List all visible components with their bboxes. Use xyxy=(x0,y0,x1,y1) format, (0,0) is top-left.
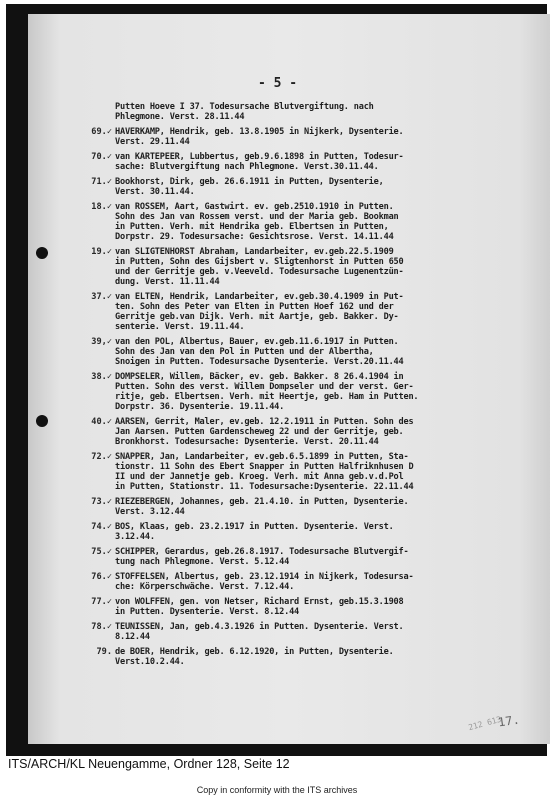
entry-number: 74.✓ xyxy=(91,522,112,532)
entry-text xyxy=(115,497,524,517)
entry-line: RIEZEBERGEN, Johannes, geb. 21.4.10. in Putten, Dysenterie. xyxy=(115,497,409,507)
entry-line: Phlegmone. Verst. 28.11.44 xyxy=(115,112,245,122)
entry-number: 72.✓ xyxy=(91,452,112,462)
entry-text xyxy=(115,102,524,122)
entry-line: Bronkhorst. Todesursache: Dysenterie. Verst. 20.11.44 xyxy=(115,437,379,447)
entry-line: Putten. Sohn des verst. Willem Dompseler und der verst. Ger- xyxy=(115,382,414,392)
document-entry xyxy=(84,202,524,242)
document-entry xyxy=(84,372,524,412)
document-entry xyxy=(84,177,524,197)
entry-line: in Putten. Verh. mit Hendrika geb. Elbertsen in Putten, xyxy=(115,222,389,232)
entry-line: ten. Sohn des Peter van Elten in Putten Hoef 162 und der xyxy=(115,302,394,312)
entry-number: 70.✓ xyxy=(91,152,112,162)
entry-line: Gerritje geb.van Dijk. Verh. mit Aartje, geb. Bakker. Dy- xyxy=(115,312,399,322)
entry-line: Sohn des Jan van den Pol in Putten und der Albertha, xyxy=(115,347,374,357)
entry-line: Dorpstr. 36. Dysenterie. 19.11.44. xyxy=(115,402,285,412)
entry-text xyxy=(115,647,524,667)
document-entry xyxy=(84,417,524,447)
entry-line: Bookhorst, Dirk, geb. 26.6.1911 in Putten, Dysenterie, xyxy=(115,177,384,187)
document-entry xyxy=(84,152,524,172)
entry-number: 77.✓ xyxy=(91,597,112,607)
entry-line: che: Körperschwäche. Verst. 7.12.44. xyxy=(115,582,295,592)
entry-line: van SLIGTENHORST Abraham, Landarbeiter, ev.geb.22.5.1909 xyxy=(115,247,394,257)
entry-number: 78.✓ xyxy=(91,622,112,632)
document-entry xyxy=(84,622,524,642)
entry-text xyxy=(115,292,524,332)
margin-marks: 212 613 xyxy=(467,714,503,733)
entry-number: 39,✓ xyxy=(91,337,112,347)
entry-line: senterie. Verst. 19.11.44. xyxy=(115,322,245,332)
entry-line: Dorpstr. 29. Todesursache: Gesichtsrose. Verst. 14.11.44 xyxy=(115,232,394,242)
entry-text xyxy=(115,177,524,197)
entry-line: 3.12.44. xyxy=(115,532,155,542)
entry-text xyxy=(115,547,524,567)
entry-line: 8.12.44 xyxy=(115,632,150,642)
entry-number: 18.✓ xyxy=(91,202,112,212)
entry-number: 76.✓ xyxy=(91,572,112,582)
entry-line: Verst. 3.12.44 xyxy=(115,507,185,517)
page-number: - 5 - xyxy=(258,76,298,91)
entry-line: Verst. 30.11.44. xyxy=(115,187,195,197)
entry-line: Verst. 29.11.44 xyxy=(115,137,190,147)
entry-line: van den POL, Albertus, Bauer, ev.geb.11.6.1917 in Putten. xyxy=(115,337,399,347)
entry-line: Putten Hoeve I 37. Todesursache Blutvergiftung. nach xyxy=(115,102,374,112)
entry-line: SNAPPER, Jan, Landarbeiter, ev.geb.6.5.1899 in Putten, Sta- xyxy=(115,452,409,462)
scan-frame xyxy=(6,4,547,756)
entry-line: AARSEN, Gerrit, Maler, ev.geb. 12.2.1911 in Putten. Sohn des xyxy=(115,417,414,427)
entry-line: ritje, geb. Elbertsen. Verh. mit Heertje, geb. Ham in Putten. xyxy=(115,392,419,402)
document-entry xyxy=(84,337,524,367)
entry-number: 73.✓ xyxy=(91,497,112,507)
entry-line: in Putten, Stationstr. 11. Todesursache:Dysenterie. 22.11.44 xyxy=(115,482,414,492)
entry-line: SCHIPPER, Gerardus, geb.26.8.1917. Todesursache Blutvergif- xyxy=(115,547,409,557)
entry-number: 19.✓ xyxy=(91,247,112,257)
entry-text xyxy=(115,597,524,617)
entry-list xyxy=(84,102,524,672)
document-entry xyxy=(84,547,524,567)
entry-text xyxy=(115,247,524,287)
punch-hole-bottom xyxy=(36,415,48,427)
entry-text xyxy=(115,127,524,147)
document-entry xyxy=(84,127,524,147)
document-entry xyxy=(84,247,524,287)
entry-line: Snoigen in Putten. Todesursache Dysenterie. Verst.20.11.44 xyxy=(115,357,404,367)
entry-text xyxy=(115,622,524,642)
entry-text xyxy=(115,152,524,172)
document-sheet xyxy=(28,14,550,744)
entry-text xyxy=(115,572,524,592)
document-entry xyxy=(84,102,524,122)
entry-line: BOS, Klaas, geb. 23.2.1917 in Putten. Dysenterie. Verst. xyxy=(115,522,394,532)
entry-number: 40.✓ xyxy=(91,417,112,427)
entry-number: 79. xyxy=(96,647,112,657)
entry-text xyxy=(115,417,524,447)
archive-caption: ITS/ARCH/KL Neuengamme, Ordner 128, Seite 12 xyxy=(8,757,290,771)
entry-line: sache: Blutvergiftung nach Phlegmone. Verst.30.11.44. xyxy=(115,162,379,172)
entry-number: 71.✓ xyxy=(91,177,112,187)
entry-text xyxy=(115,372,524,412)
entry-line: TEUNISSEN, Jan, geb.4.3.1926 in Putten. Dysenterie. Verst. xyxy=(115,622,404,632)
entry-line: tung nach Phlegmone. Verst. 5.12.44 xyxy=(115,557,290,567)
entry-line: Jan Aarsen. Putten Gardenscheweg 22 und der Gerritje, geb. xyxy=(115,427,404,437)
punch-hole-top xyxy=(36,247,48,259)
entry-line: in Putten, Sohn des Gijsbert v. Sligtenhorst in Putten 650 xyxy=(115,257,404,267)
copy-notice: Copy in conformity with the ITS archives xyxy=(196,785,358,795)
entry-line: DOMPSELER, Willem, Bäcker, ev. geb. Bakker. 8 26.4.1904 in xyxy=(115,372,404,382)
entry-number: 69.✓ xyxy=(91,127,112,137)
entry-text xyxy=(115,202,524,242)
entry-number: 75.✓ xyxy=(91,547,112,557)
entry-line: Sohn des Jan van Rossem verst. und der Maria geb. Bookman xyxy=(115,212,399,222)
entry-line: van KARTEPEER, Lubbertus, geb.9.6.1898 in Putten, Todesur- xyxy=(115,152,404,162)
entry-line: von WOLFFEN, gen. von Netser, Richard Ernst, geb.15.3.1908 xyxy=(115,597,404,607)
entry-number: 37.✓ xyxy=(91,292,112,302)
entry-line: de BOER, Hendrik, geb. 6.12.1920, in Putten, Dysenterie. xyxy=(115,647,394,657)
entry-line: STOFFELSEN, Albertus, geb. 23.12.1914 in Nijkerk, Todesursa- xyxy=(115,572,414,582)
document-entry xyxy=(84,452,524,492)
entry-line: tionstr. 11 Sohn des Ebert Snapper in Putten Halfriknhusen D xyxy=(115,462,414,472)
entry-line: van ROSSEM, Aart, Gastwirt. ev. geb.2510.1910 in Putten. xyxy=(115,202,394,212)
entry-line: II und der Jannetje geb. Kroeg. Verh. mit Anna geb.v.d.Pol xyxy=(115,472,404,482)
entry-text xyxy=(115,337,524,367)
document-entry xyxy=(84,647,524,667)
entry-line: HAVERKAMP, Hendrik, geb. 13.8.1905 in Nijkerk, Dysenterie. xyxy=(115,127,404,137)
entry-line: in Putten. Dysenterie. Verst. 8.12.44 xyxy=(115,607,300,617)
entry-number: 38.✓ xyxy=(91,372,112,382)
entry-line: und der Gerritje geb. v.Veeveld. Todesursache Lugenentzün- xyxy=(115,267,404,277)
entry-line: Verst.10.2.44. xyxy=(115,657,185,667)
document-entry xyxy=(84,292,524,332)
document-entry xyxy=(84,522,524,542)
document-entry xyxy=(84,497,524,517)
document-entry xyxy=(84,597,524,617)
entry-text xyxy=(115,452,524,492)
entry-line: van ELTEN, Hendrik, Landarbeiter, ev.geb.30.4.1909 in Put- xyxy=(115,292,404,302)
archive-stamp: 17. xyxy=(497,712,521,730)
document-entry xyxy=(84,572,524,592)
entry-text xyxy=(115,522,524,542)
entry-line: dung. Verst. 11.11.44 xyxy=(115,277,220,287)
